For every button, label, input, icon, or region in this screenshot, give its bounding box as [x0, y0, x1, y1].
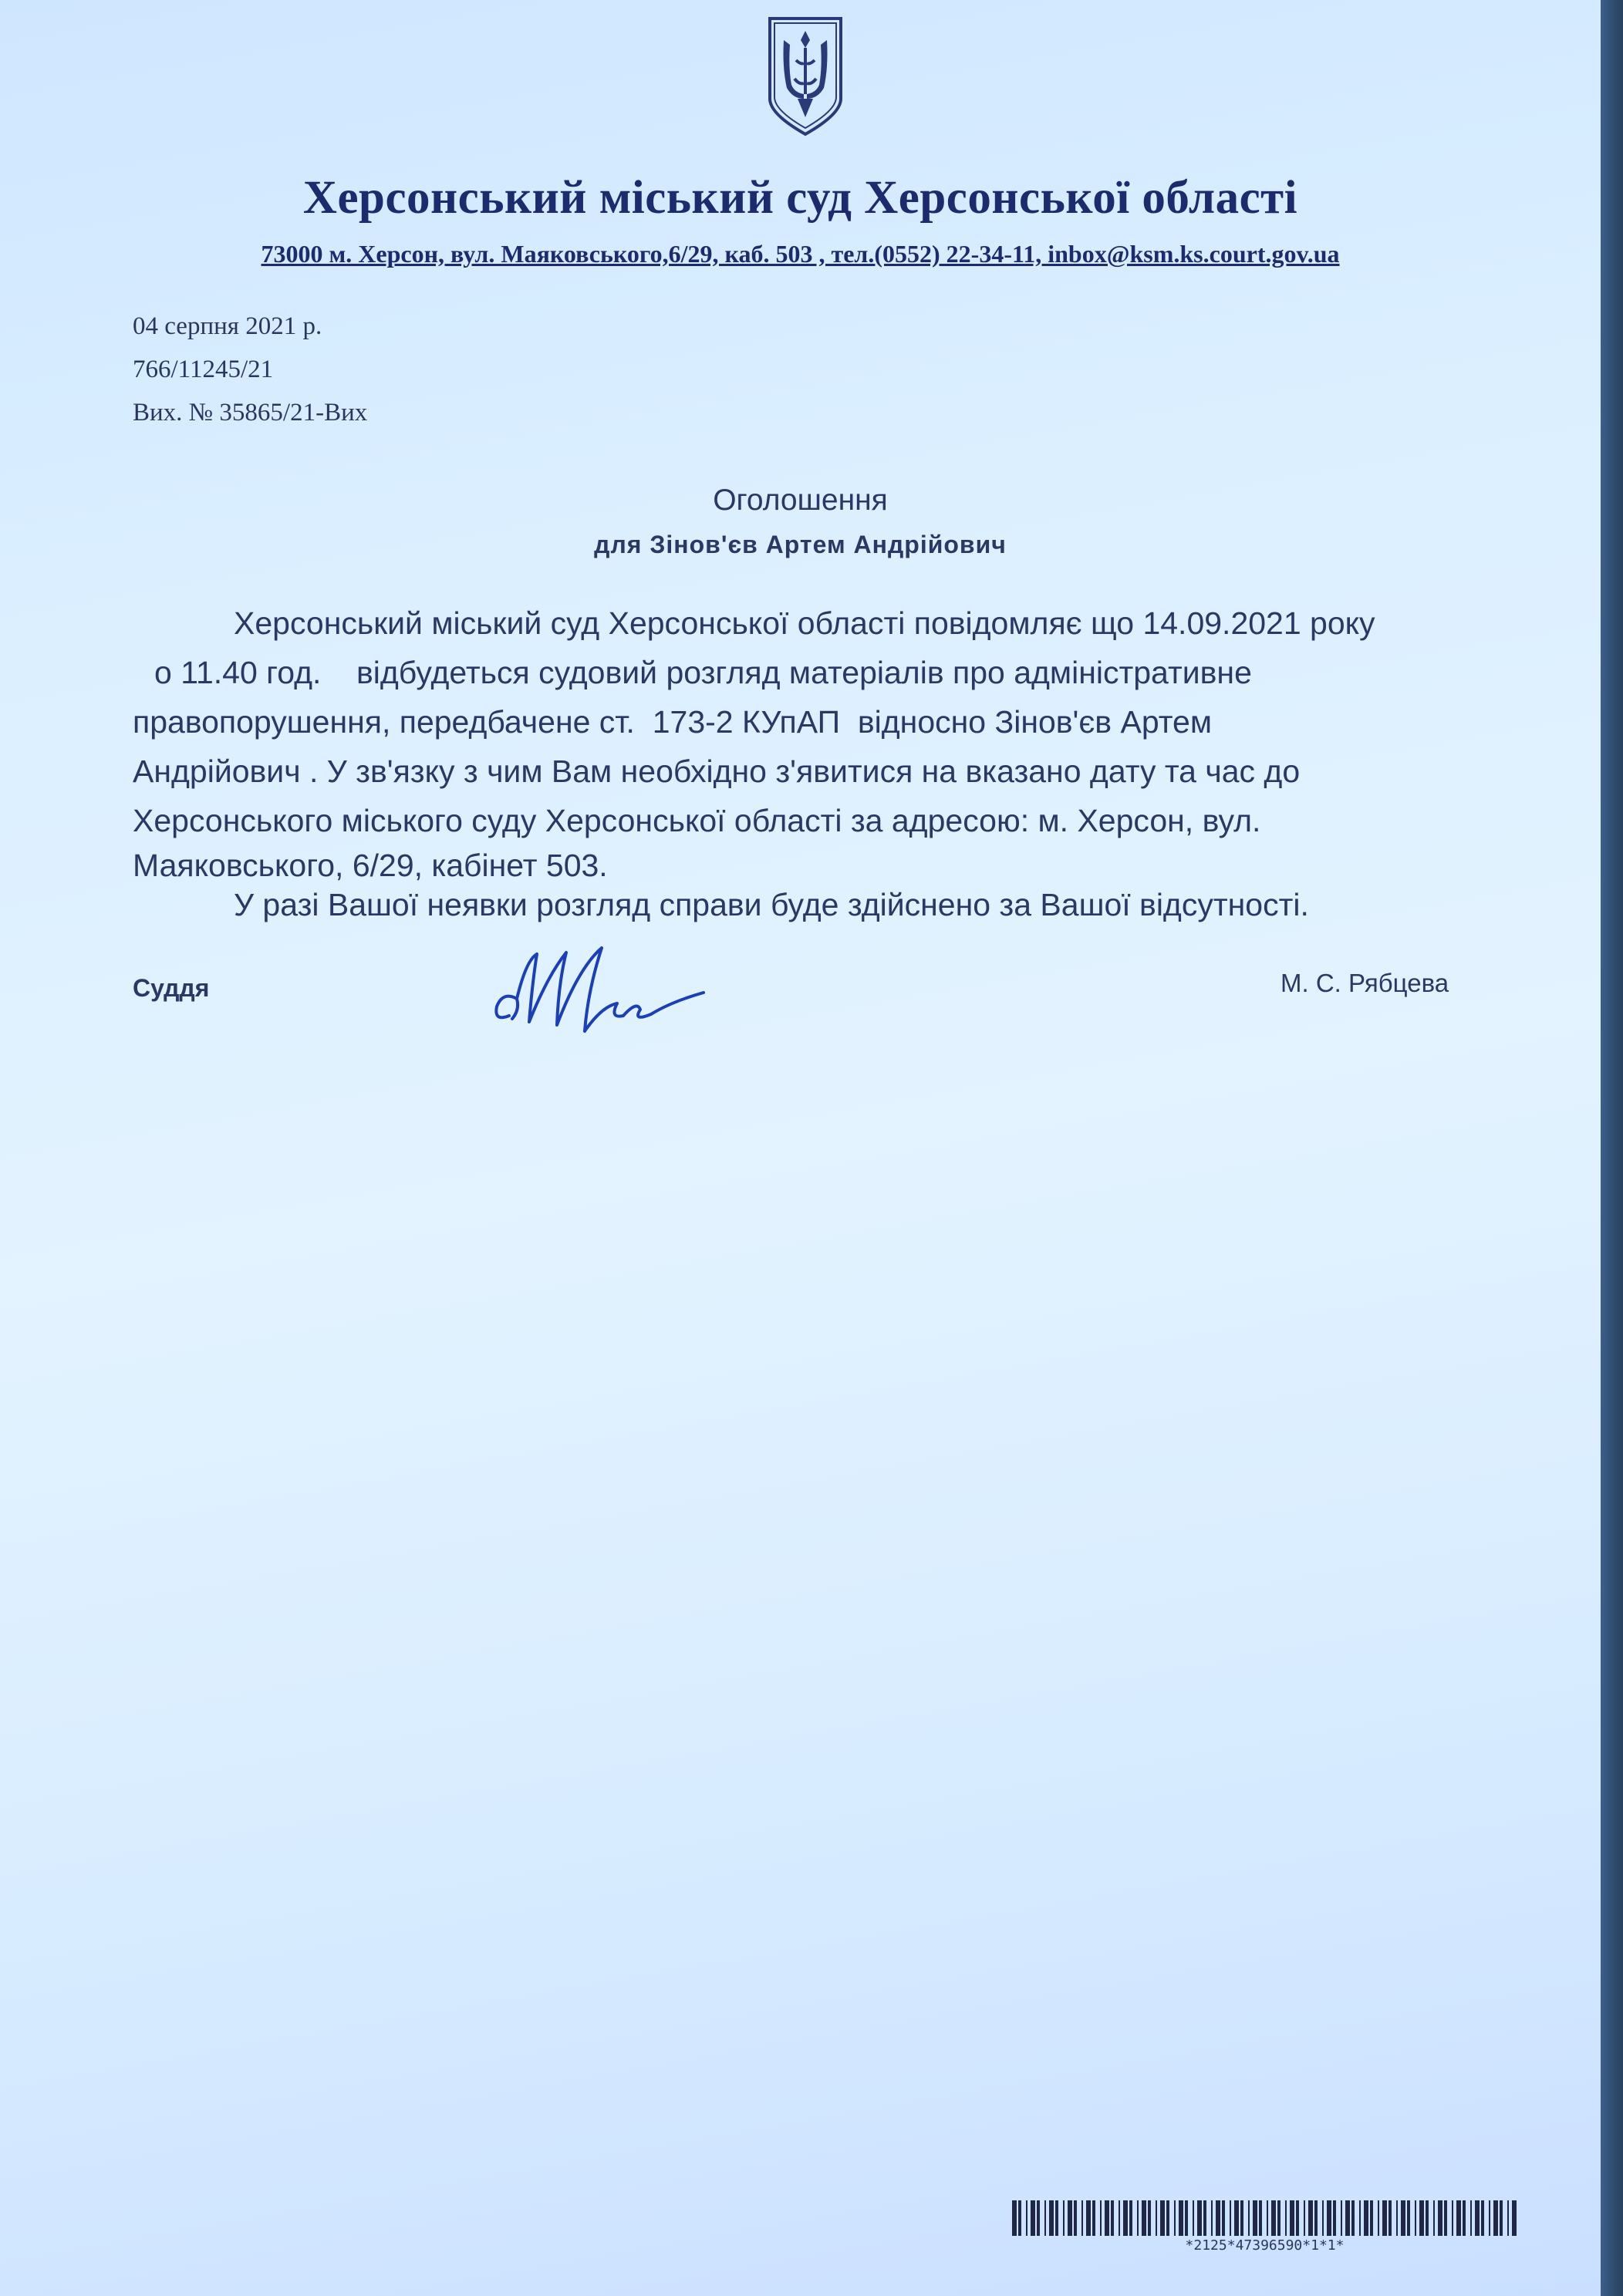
notice-paragraph-line: Херсонського міського суду Херсонської області за адресою: м. Херсон, вул.	[133, 803, 1261, 838]
document-date: 04 серпня 2021 р.	[133, 312, 322, 340]
barcode-number: *2125*47396590*1*1*	[1185, 2237, 1345, 2254]
coat-of-arms-icon	[765, 14, 845, 137]
outgoing-number: Вих. № 35865/21-Вих	[133, 399, 368, 426]
court-address-line: 73000 м. Херсон, вул. Маяковського,6/29, каб. 503 , тел.(0552) 22-34-11, inbox@ksm.ks.court.gov.ua	[261, 240, 1340, 268]
notice-paragraph-line: Херсонський міський суд Херсонської області повідомляє що 14.09.2021 року	[234, 605, 1375, 641]
notice-paragraph-line: Андрійович . У зв'язку з чим Вам необхідно з'явитися на вказано дату та час до	[133, 754, 1301, 789]
notice-paragraph-line: Маяковського, 6/29, кабінет 503.	[133, 848, 608, 883]
judge-name: М. С. Рябцева	[1281, 969, 1449, 997]
judge-label: Суддя	[133, 974, 210, 1002]
notice-absence-paragraph: У разі Вашої неявки розгляд справи буде здійснено за Вашої відсутності.	[234, 887, 1309, 922]
notice-title: Оголошення	[713, 484, 888, 517]
court-name-heading: Херсонський міський суд Херсонської області	[302, 172, 1298, 224]
notice-paragraph-line: правопорушення, передбачене ст. 173-2 КУпАП відносно Зінов'єв Артем	[133, 704, 1213, 740]
handwritten-signature	[486, 945, 710, 1045]
case-number: 766/11245/21	[133, 356, 274, 383]
page-edge-shadow	[1601, 0, 1623, 2296]
barcode-icon	[1012, 2200, 1517, 2236]
notice-recipient: для Зінов'єв Артем Андрійович	[594, 531, 1007, 558]
notice-paragraph-line: о 11.40 год. відбудеться судовий розгляд матеріалів про адміністративне	[154, 655, 1252, 690]
